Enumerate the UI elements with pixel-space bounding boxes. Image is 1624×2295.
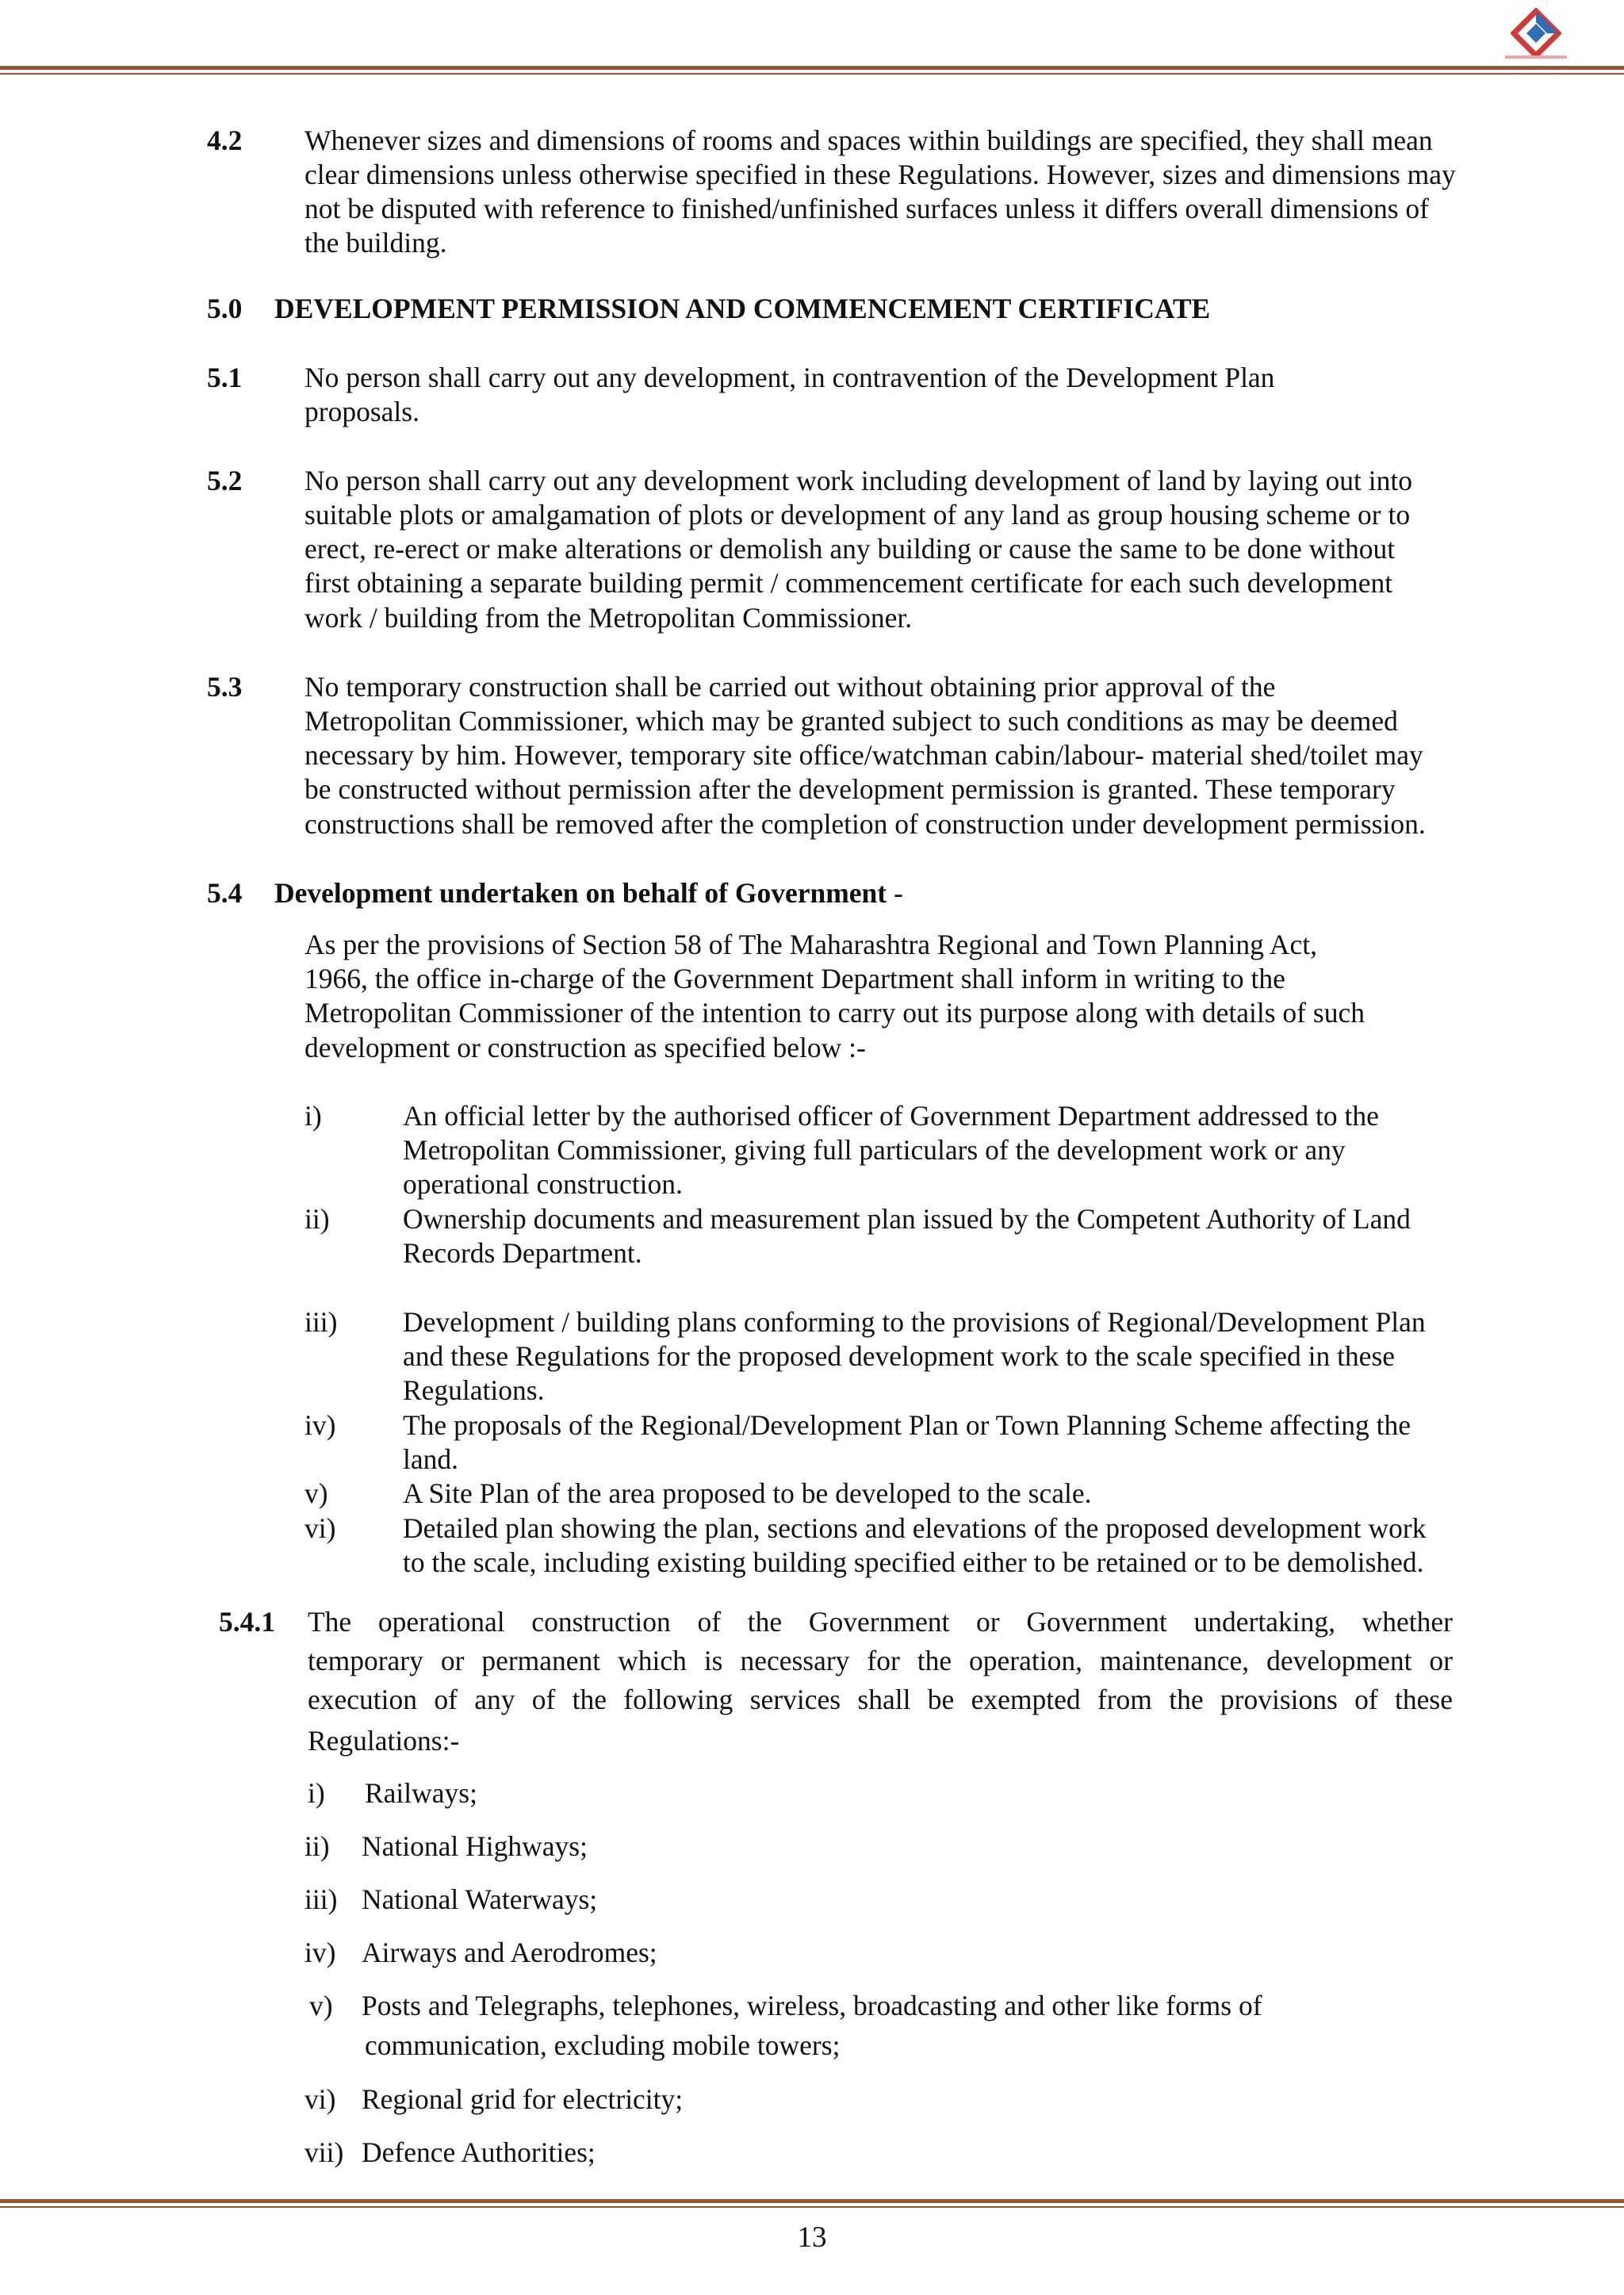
list-item-label: ii) [304,1203,330,1235]
section-number: 5.1 [207,362,243,393]
list-item-text: Posts and Telegraphs, telephones, wireless, broadcasting and other like forms of [362,1990,1262,2021]
section-heading-text: Development undertaken on behalf of Government [274,877,887,909]
list-item-label: v) [309,1990,333,2021]
list-item-line: operational construction. [403,1168,683,1200]
list-item-label: vi) [304,2083,336,2115]
intro-line: Metropolitan Commissioner of the intention to carry out its purpose along with details of such [304,997,1365,1029]
footer-rule-thick [0,2199,1624,2203]
intro-line: 1966, the office in-charge of the Government Department shall inform in writing to the [304,963,1285,994]
paragraph-line: suitable plots or amalgamation of plots or development of any land as group housing scheme or to [304,499,1411,531]
paragraph-line: erect, re-erect or make alterations or demolish any building or cause the same to be done without [304,533,1396,565]
header-rule-thick [0,66,1624,70]
paragraph-line: proposals. [304,396,419,427]
brand-logo-icon [1511,8,1561,62]
list-item-text: Railways; [365,1777,477,1809]
list-item-label: iv) [304,1937,336,1968]
intro-line: development or construction as specified below :- [304,1032,866,1063]
paragraph-line: No temporary construction shall be carried out without obtaining prior approval of the [304,671,1276,703]
section-heading-suffix: - [887,877,903,909]
list-item-line: A Site Plan of the area proposed to be developed to the scale. [403,1477,1092,1509]
list-item-label: iii) [304,1306,338,1338]
list-item-text: Regional grid for electricity; [362,2083,684,2115]
section-heading: DEVELOPMENT PERMISSION AND COMMENCEMENT CERTIFICATE [274,293,1211,324]
list-item-line: Regulations. [403,1374,545,1406]
list-item-line: An official letter by the authorised officer of Government Department addressed to the [403,1100,1379,1132]
paragraph-line: Regulations:- [308,1725,460,1757]
list-item-label: ii) [304,1830,330,1862]
section-heading [274,876,903,910]
list-item-line: Development / building plans conforming to the provisions of Regional/Development Plan [403,1306,1426,1338]
justified-line: execution of any of the following services shall be exempted from the provisions of these [308,1684,1453,1715]
section-number: 5.4.1 [219,1606,275,1638]
paragraph-line: first obtaining a separate building permit / commencement certificate for each such development [304,567,1393,599]
list-item-line: to the scale, including existing building specified either to be retained or to be demolished. [403,1546,1424,1578]
logo-caption-bar [1505,56,1567,59]
list-item-text: National Highways; [362,1830,588,1862]
intro-line: As per the provisions of Section 58 of The Maharashtra Regional and Town Planning Act, [304,929,1317,960]
paragraph-line: be constructed without permission after the development permission is granted. These temporary [304,773,1396,805]
list-item-line: Detailed plan showing the plan, sections and elevations of the proposed development work [403,1512,1427,1544]
list-item-label: vii) [304,2136,344,2168]
list-item-line: land. [403,1443,458,1475]
list-item-text: Defence Authorities; [362,2136,596,2168]
paragraph-line: not be disputed with reference to finished/unfinished surfaces unless it differs overall dimensions of [304,193,1430,224]
list-item-text: National Waterways; [362,1883,598,1915]
paragraph-line: No person shall carry out any development, in contravention of the Development Plan [304,362,1275,393]
paragraph-line: clear dimensions unless otherwise specified in these Regulations. However, sizes and dimensions may [304,159,1456,190]
section-number: 5.2 [207,465,243,496]
list-item-line: and these Regulations for the proposed development work to the scale specified in these [403,1340,1396,1372]
list-item-label: vi) [304,1512,336,1544]
footer-rule-thin [0,2206,1624,2208]
justified-line: The operational construction of the Government or Government undertaking, whether [308,1606,1453,1638]
paragraph-line: Whenever sizes and dimensions of rooms and spaces within buildings are specified, they shall mean [304,125,1433,156]
paragraph-line: No person shall carry out any development work including development of land by laying out into [304,465,1413,496]
paragraph-line: work / building from the Metropolitan Commissioner. [304,602,913,634]
list-item-line: Ownership documents and measurement plan issued by the Competent Authority of Land [403,1203,1411,1235]
list-item-label: i) [304,1100,322,1132]
list-item-label: v) [304,1477,328,1509]
paragraph-line: necessary by him. However, temporary site office/watchman cabin/labour- material shed/toilet may [304,739,1423,771]
list-item-line: Records Department. [403,1237,642,1269]
section-number: 5.4 [207,877,243,909]
header-rule-thin [0,73,1624,75]
list-item-label: iv) [304,1409,336,1441]
paragraph-line: Metropolitan Commissioner, which may be granted subject to such conditions as may be deemed [304,705,1398,737]
section-number: 4.2 [207,125,243,156]
list-item-text: communication, excluding mobile towers; [365,2029,841,2061]
list-item-label: i) [308,1777,325,1809]
section-number: 5.0 [207,293,243,324]
section-number: 5.3 [207,671,243,703]
list-item-line: Metropolitan Commissioner, giving full particulars of the development work or any [403,1134,1346,1166]
paragraph-line: the building. [304,227,447,259]
page-number: 13 [797,2221,827,2254]
paragraph-line: constructions shall be removed after the completion of construction under development permission. [304,808,1426,840]
list-item-text: Airways and Aerodromes; [362,1937,657,1968]
list-item-label: iii) [304,1883,338,1915]
list-item-line: The proposals of the Regional/Development Plan or Town Planning Scheme affecting the [403,1409,1411,1441]
justified-line: temporary or permanent which is necessary for the operation, maintenance, development or [308,1645,1453,1676]
